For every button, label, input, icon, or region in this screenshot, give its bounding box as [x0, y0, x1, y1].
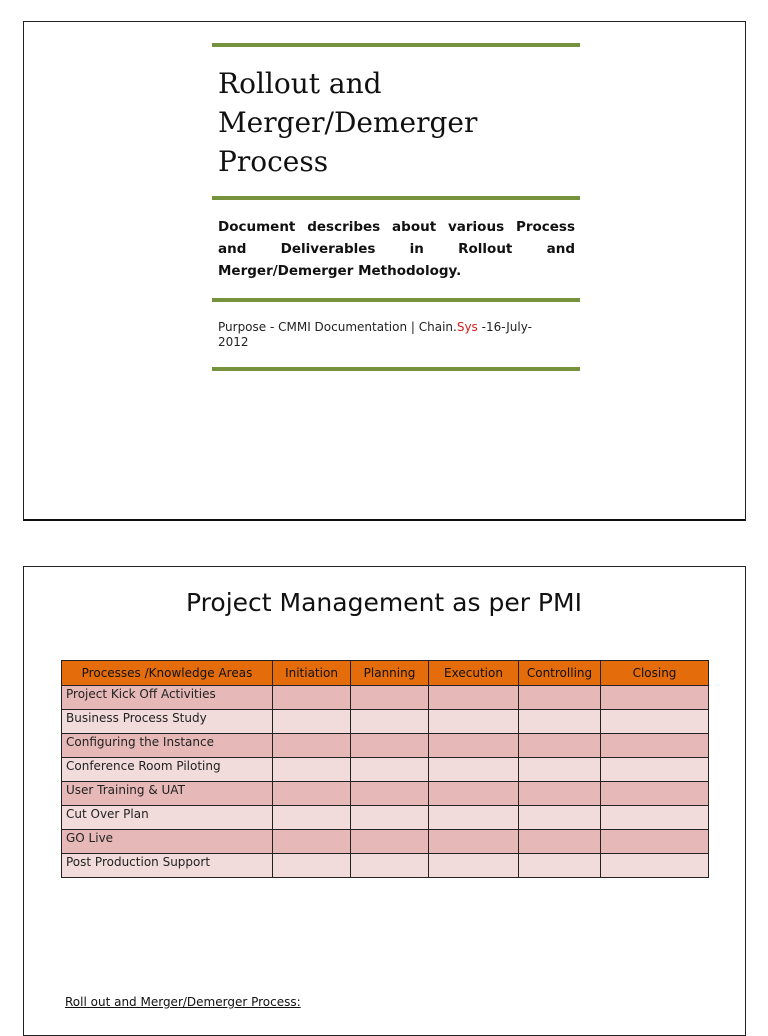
column-header: Initiation: [273, 661, 351, 686]
table-row: [62, 782, 709, 806]
table-cell: [429, 758, 519, 782]
meta-brand: Sys: [456, 320, 478, 334]
pmi-process-table: [61, 660, 709, 878]
table-cell: [601, 806, 709, 830]
table-cell: [601, 734, 709, 758]
table-cell: [273, 734, 351, 758]
table-cell: [429, 782, 519, 806]
table-cell: [351, 830, 429, 854]
title-line-2: Merger/Demerger: [218, 106, 478, 139]
title-line-1: Rollout and: [218, 67, 382, 100]
table-cell: [601, 686, 709, 710]
table-cell: [351, 854, 429, 878]
table-row: [62, 710, 709, 734]
table-cell: [273, 782, 351, 806]
process-name: Project Kick Off Activities: [62, 686, 273, 710]
meta-prefix: Purpose - CMMI Documentation | Chain.: [218, 320, 457, 334]
document-title: [218, 64, 578, 181]
table-cell: [351, 710, 429, 734]
slide-title: Project Management as per PMI: [186, 588, 582, 617]
table-cell: [429, 686, 519, 710]
process-name: Conference Room Piloting: [62, 758, 273, 782]
table-cell: [519, 686, 601, 710]
table-cell: [273, 806, 351, 830]
column-header: Controlling: [519, 661, 601, 686]
table-cell: [351, 734, 429, 758]
table-cell: [519, 830, 601, 854]
process-name: Post Production Support: [62, 854, 273, 878]
table-cell: [429, 710, 519, 734]
table-cell: [519, 782, 601, 806]
column-header: Processes /Knowledge Areas: [62, 661, 273, 686]
table-cell: [601, 758, 709, 782]
table-cell: [601, 782, 709, 806]
meta-year: 2012: [218, 335, 249, 349]
document-meta: [218, 320, 578, 350]
column-header: Closing: [601, 661, 709, 686]
table-cell: [273, 686, 351, 710]
table-row: [62, 686, 709, 710]
table-row: [62, 854, 709, 878]
column-header: Execution: [429, 661, 519, 686]
table-cell: [519, 758, 601, 782]
section-heading: Roll out and Merger/Demerger Process:: [65, 995, 301, 1009]
cover-rule-top: [212, 43, 580, 47]
table-cell: [519, 806, 601, 830]
table-cell: [273, 758, 351, 782]
table-header-row: [62, 661, 709, 686]
table-cell: [429, 854, 519, 878]
column-header: Planning: [351, 661, 429, 686]
table-cell: [351, 782, 429, 806]
process-name: GO Live: [62, 830, 273, 854]
table-cell: [601, 710, 709, 734]
title-line-3: Process: [218, 145, 329, 178]
table-cell: [601, 830, 709, 854]
cover-rule-bottom: [212, 367, 580, 371]
table-cell: [351, 758, 429, 782]
table-cell: [273, 710, 351, 734]
table-row: [62, 734, 709, 758]
cover-rule-middle: [212, 196, 580, 200]
table-cell: [429, 806, 519, 830]
document-abstract: Document describes about various Process and Deliverables in Rollout and Merger/Demerger Methodology.: [218, 219, 575, 279]
process-name: Cut Over Plan: [62, 806, 273, 830]
cover-rule-lower: [212, 298, 580, 302]
table-cell: [519, 734, 601, 758]
process-name: Business Process Study: [62, 710, 273, 734]
table-cell: [273, 830, 351, 854]
process-name: User Training & UAT: [62, 782, 273, 806]
table-cell: [519, 710, 601, 734]
table-cell: [351, 686, 429, 710]
table-cell: [601, 854, 709, 878]
table-cell: [429, 734, 519, 758]
table-row: [62, 806, 709, 830]
table-row: [62, 758, 709, 782]
table-row: [62, 830, 709, 854]
table-cell: [519, 854, 601, 878]
meta-suffix: -16-July-: [477, 320, 532, 334]
table-cell: [351, 806, 429, 830]
process-name: Configuring the Instance: [62, 734, 273, 758]
table-cell: [273, 854, 351, 878]
table-cell: [429, 830, 519, 854]
